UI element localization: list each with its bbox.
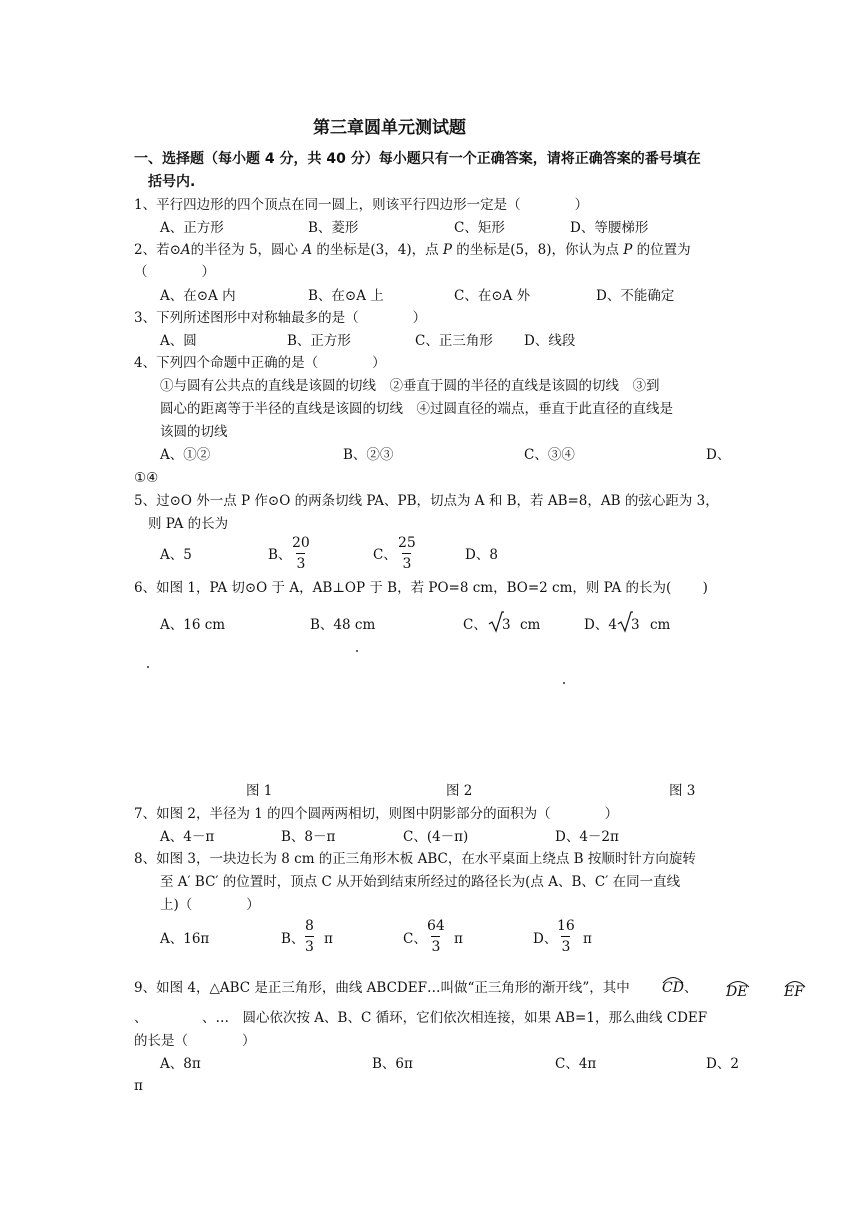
question-7-option-c: C、(4－π) <box>403 829 469 845</box>
question-8-option-a: A、16π <box>160 931 210 947</box>
question-8-option-c-fraction: $\frac{64}{3}$ <box>427 918 445 955</box>
arc-mark-icon <box>662 974 684 984</box>
question-9-line-1: 9、如图 4，△ABC 是正三角形，曲线 ABCDEF…叫做“正三角形的渐开线”，其中 <box>134 980 630 996</box>
question-4-line-2: 圆心的距离等于半径的直线是该圆的切线 ④过圆直径的端点，垂直于此直径的直线是 <box>160 401 673 417</box>
question-6-option-c-radicand: 3 <box>502 617 511 633</box>
question-2-option-b: B、在⊙A 上 <box>308 288 384 304</box>
question-6-option-b: B、48 cm <box>310 617 376 633</box>
question-9-line-2-sep: 、 <box>134 1010 148 1026</box>
question-8-option-b: B、 <box>281 931 305 947</box>
figure-3-label: 图 3 <box>669 783 696 799</box>
question-2-option-c: C、在⊙A 外 <box>454 288 531 304</box>
question-4-option-c: C、③④ <box>524 447 575 463</box>
arc-ef: EF <box>784 985 804 999</box>
question-2-option-d: D、不能确定 <box>596 288 675 304</box>
question-7-option-d: D、4－2π <box>555 829 619 845</box>
question-7-option-b: B、8－π <box>281 829 336 845</box>
page-title: 第三章圆单元测试题 <box>313 118 466 138</box>
question-1-option-c: C、矩形 <box>454 220 505 236</box>
arc-mark-icon <box>784 978 806 988</box>
question-5-option-c-fraction: $\frac{25}{3}$ <box>398 535 416 572</box>
question-6-option-c-unit: cm <box>520 617 541 633</box>
question-5-option-a: A、5 <box>160 547 192 563</box>
figure-1-dot <box>147 666 149 668</box>
question-4-line-3: 该圆的切线 <box>160 424 228 440</box>
question-8-line-1: 8、如图 3，一块边长为 8 cm 的正三角形木板 ABC，在水平桌面上绕点 B 按顺时针方向旋转 <box>134 851 696 867</box>
question-2-answer-paren: （ ） <box>134 264 215 280</box>
question-9-option-b: B、6π <box>372 1056 413 1072</box>
question-1-option-b: B、菱形 <box>308 220 359 236</box>
question-6-option-d-radicand: 3 <box>631 617 640 633</box>
question-4-option-d: D、 <box>706 447 731 463</box>
question-1-stem: 1、平行四边形的四个顶点在同一圆上，则该平行四边形一定是（ ） <box>134 197 589 213</box>
question-1-option-a: A、正方形 <box>160 220 224 236</box>
question-3-stem: 3、下列所述图形中对称轴最多的是（ ） <box>134 310 427 326</box>
question-3-option-d: D、线段 <box>524 333 576 349</box>
question-6-option-d: D、4 <box>584 617 617 633</box>
question-9-line-2: 、… 圆心依次按 A、B、C 循环，它们依次相连接，如果 AB=1，那么曲线 CDEF <box>202 1010 708 1026</box>
question-9-option-d: D、2 <box>706 1056 739 1072</box>
question-8-option-c: C、 <box>403 931 427 947</box>
question-2-stem: 2、若⊙A的半径为 5，圆心 A 的坐标是(3，4)，点 P 的坐标是(5，8)，你认为点 P 的位置为 <box>134 242 691 258</box>
question-8-option-d-pi: π <box>583 931 592 947</box>
question-9-line-3: 的长是（ ） <box>134 1033 256 1049</box>
question-5-line-2: 则 PA 的长为 <box>148 516 229 532</box>
arc-mark-icon <box>726 978 750 988</box>
question-4-stem: 4、下列四个命题中正确的是（ ） <box>134 355 386 371</box>
question-4-option-b: B、②③ <box>343 447 394 463</box>
question-5-option-c: C、 <box>373 547 397 563</box>
question-5-line-1: 5、过⊙O 外一点 P 作⊙O 的两条切线 PA、PB，切点为 A 和 B，若 AB=8，AB 的弦心距为 3， <box>134 493 719 509</box>
question-2-option-a: A、在⊙A 内 <box>160 288 236 304</box>
question-6-stem: 6、如图 1，PA 切⊙O 于 A，AB⊥OP 于 B，若 PO=8 cm，BO=2 cm，则 PA 的长为( ) <box>134 580 708 596</box>
question-5-option-d: D、8 <box>465 547 498 563</box>
arc-de: DE <box>726 985 747 999</box>
question-8-line-3: 上)（ ） <box>160 897 260 913</box>
question-5-option-b: B、 <box>268 547 292 563</box>
question-9-option-a: A、8π <box>160 1056 201 1072</box>
section-heading-line2: 括号内. <box>148 174 196 190</box>
question-8-option-b-pi: π <box>324 931 333 947</box>
figure-1-label: 图 1 <box>246 783 273 799</box>
question-8-option-d-fraction: $\frac{16}{3}$ <box>557 918 575 955</box>
question-3-option-a: A、圆 <box>160 333 197 349</box>
figure-2-label: 图 2 <box>446 783 473 799</box>
figure-2-dot <box>356 650 358 652</box>
question-3-option-c: C、正三角形 <box>415 333 493 349</box>
question-3-option-b: B、正方形 <box>287 333 351 349</box>
question-8-line-2: 至 A′ BC′ 的位置时，顶点 C 从开始到结束所经过的路径长为(点 A、B、C′ 在同一直线 <box>160 874 681 890</box>
question-8-option-b-fraction: $\frac{8}{3}$ <box>305 918 314 955</box>
question-4-option-a: A、①② <box>160 447 211 463</box>
question-1-option-d: D、等腰梯形 <box>570 220 649 236</box>
question-4-option-d-wrap: ①④ <box>134 470 159 486</box>
question-6-option-c: C、 <box>463 617 487 633</box>
question-6-option-a: A、16 cm <box>160 617 226 633</box>
question-9-separator: 、 <box>684 980 698 996</box>
question-4-line-1: ①与圆有公共点的直线是该圆的切线 ②垂直于圆的半径的直线是该圆的切线 ③到 <box>160 378 660 394</box>
question-7-stem: 7、如图 2，半径为 1 的四个圆两两相切，则图中阴影部分的面积为（ ） <box>134 806 619 822</box>
section-heading-line1: 一、选择题（每小题 4 分，共 40 分）每小题只有一个正确答案，请将正确答案的番号填在 <box>134 151 701 167</box>
question-8-option-c-pi: π <box>454 931 463 947</box>
question-5-option-b-fraction: $\frac{20}{3}$ <box>292 535 310 572</box>
question-7-option-a: A、4－π <box>160 829 215 845</box>
arc-cd: CD <box>662 981 684 995</box>
figure-3-dot <box>563 682 565 684</box>
question-6-option-d-unit: cm <box>650 617 671 633</box>
question-9-option-d-wrap: π <box>134 1078 143 1094</box>
question-9-option-c: C、4π <box>555 1056 597 1072</box>
question-8-option-d: D、 <box>533 931 558 947</box>
